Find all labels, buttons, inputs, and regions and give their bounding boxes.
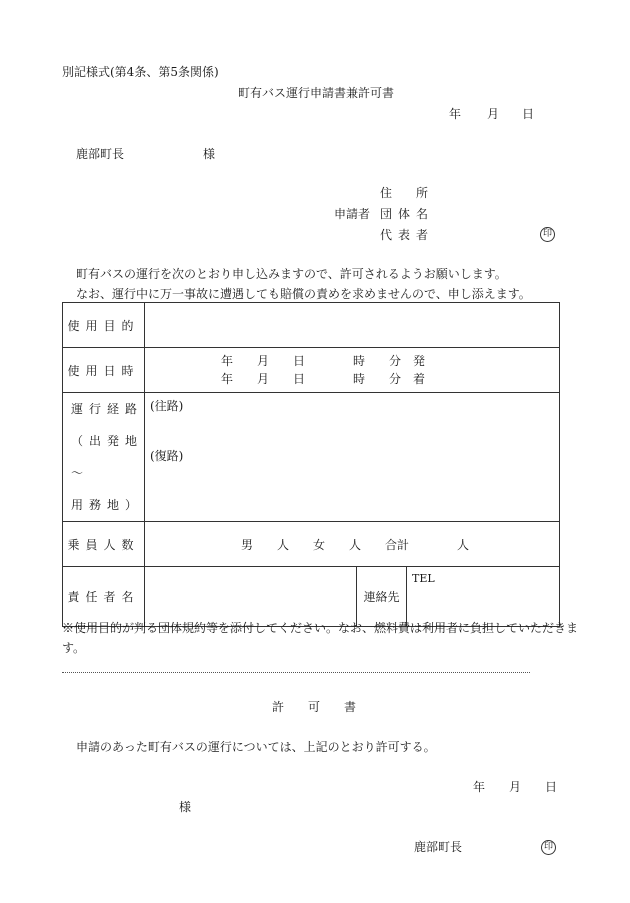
datetime-field[interactable]: [145, 348, 560, 393]
recipient-honorific: 様: [203, 147, 216, 161]
route-label: 運行経路: [71, 402, 144, 416]
passengers-label: 乗員人数: [63, 522, 145, 567]
recipient-name: 鹿部町長: [76, 147, 125, 161]
note-line-1: ※使用目的が判る団体規約等を添付してください。なお、燃料費は利用者に負担していただきま: [62, 621, 579, 635]
date-month-label: 月: [487, 107, 500, 121]
permit-date-day: 日: [545, 780, 558, 794]
route-sublabel-2: 用務地）: [71, 498, 144, 512]
seal-mark: 印: [540, 227, 555, 242]
passengers-field[interactable]: [145, 522, 560, 567]
responsible-row: [63, 567, 560, 627]
permit-date-year: 年: [473, 780, 486, 794]
datetime-row: [63, 348, 560, 393]
passengers-row: [63, 522, 560, 567]
purpose-field[interactable]: [145, 303, 560, 348]
intro-line-1: 町有バスの運行を次のとおり申し込みますので、許可されるようお願いします。: [76, 267, 507, 281]
permit-seal-mark: 印: [541, 840, 556, 855]
tel-label: TEL: [412, 572, 435, 585]
application-table: [62, 302, 560, 627]
datetime-label: 使用日時: [63, 348, 145, 393]
cut-line: [62, 672, 530, 673]
permit-issuer: 鹿部町長: [414, 840, 463, 854]
route-label-cell: [63, 393, 145, 522]
passengers-breakdown: 男 人 女 人 合計 人: [241, 537, 470, 552]
form-reference: 別記様式(第4条、第5条関係): [62, 65, 219, 79]
permit-date-month: 月: [509, 780, 522, 794]
address-label: 住 所: [380, 186, 435, 200]
responsible-label: 責任者名: [63, 567, 145, 627]
applicant-label: 申請者: [334, 207, 371, 221]
contact-label: 連絡先: [357, 567, 407, 627]
route-field[interactable]: [145, 393, 560, 522]
date-day-label: 日: [522, 107, 535, 121]
permit-statement: 申請のあった町有バスの運行については、上記のとおり許可する。: [76, 740, 436, 754]
note-line-2: す。: [62, 641, 86, 655]
representative-label: 代表者: [380, 228, 435, 242]
contact-field[interactable]: [407, 567, 560, 627]
departure-datetime: 年 月 日 時 分 発: [221, 354, 426, 368]
purpose-label: 使用目的: [63, 303, 145, 348]
responsible-field[interactable]: [145, 567, 357, 627]
permit-honorific: 様: [179, 800, 192, 814]
organization-label: 団体名: [380, 207, 435, 221]
return-route-label: (復路): [150, 449, 184, 463]
date-year-label: 年: [449, 107, 462, 121]
arrival-datetime: 年 月 日 時 分 着: [221, 372, 426, 386]
permit-title: 許 可 書: [272, 700, 357, 714]
route-sublabel-1: （出発地～: [71, 434, 144, 480]
route-row: [63, 393, 560, 522]
document-title: 町有バス運行申請書兼許可書: [238, 86, 395, 100]
purpose-row: [63, 303, 560, 348]
outbound-route-label: (往路): [150, 399, 184, 413]
intro-line-2: なお、運行中に万一事故に遭遇しても賠償の責めを求めませんので、申し添えます。: [76, 287, 531, 301]
